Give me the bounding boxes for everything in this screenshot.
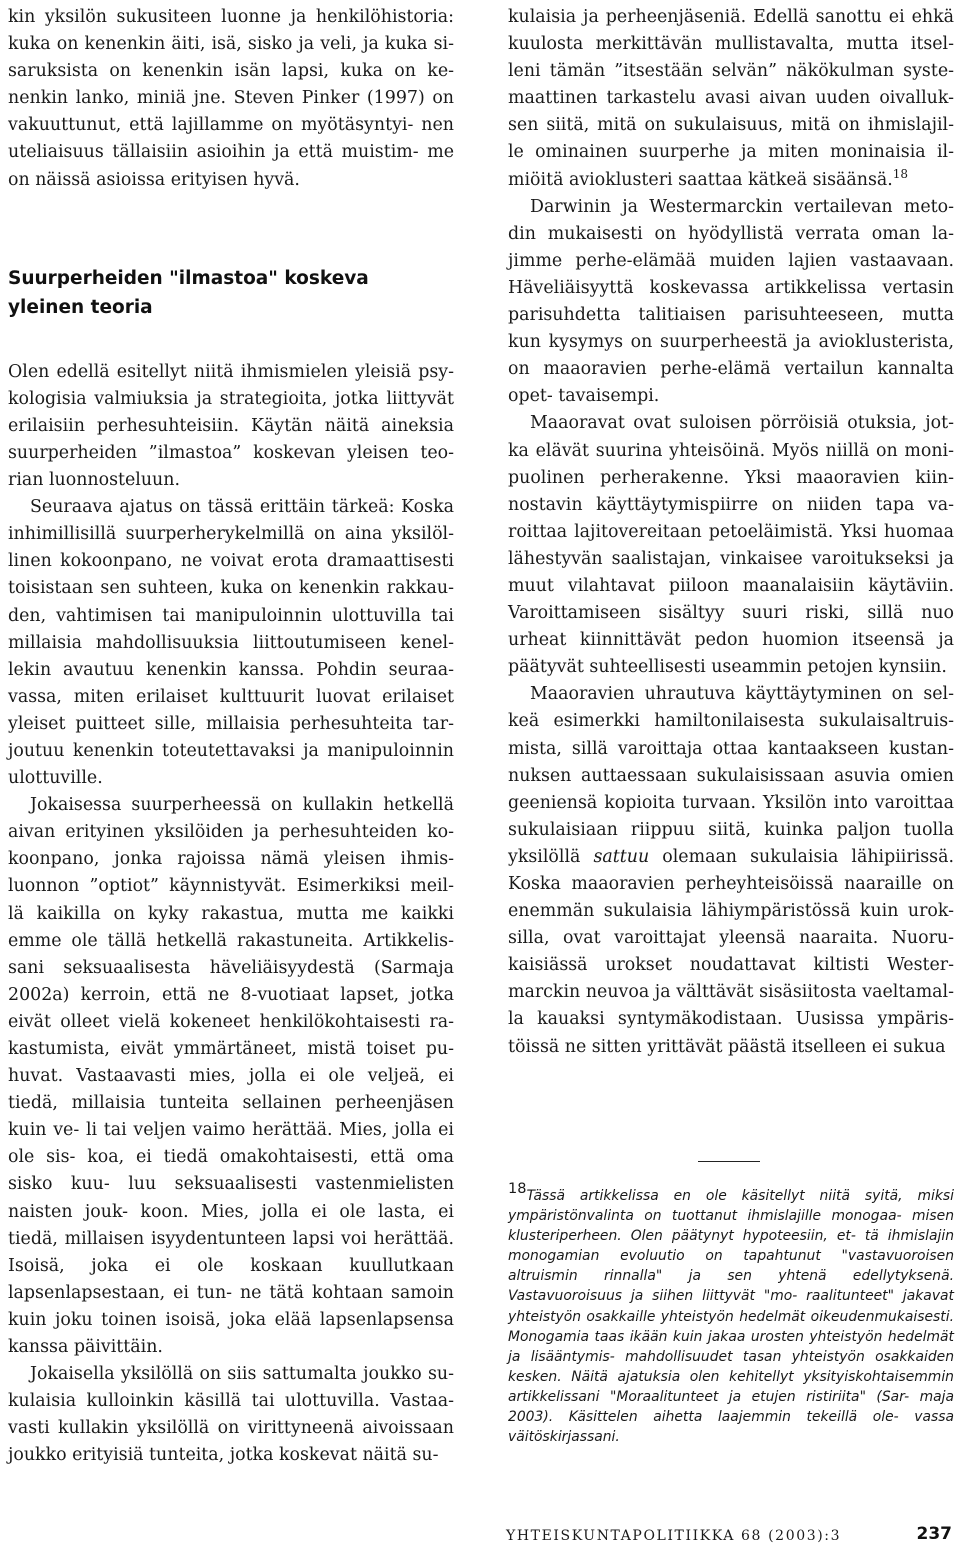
- text-line: eivät olleet vielä kokeneet henkilökohtaisesti ra-: [8, 1011, 454, 1032]
- text-line: suhteellisesti useammin petojen kynsiin.: [589, 657, 947, 678]
- text-line: luonnon ”optiot” käynnistyvät. Esimerkiksi meil-: [8, 876, 454, 897]
- text-line: Tässä artikkelissa en ole käsitellyt niitä syitä, miksi: [526, 1188, 954, 1204]
- right-paragraph-2: [508, 194, 954, 411]
- left-paragraph: [8, 359, 454, 494]
- text-line: joutuu kenenkin toteutettavaksi ja manipuloinnin: [8, 740, 454, 761]
- footnote-rule: [698, 1161, 760, 1162]
- text-line: enemmän sukulaisia lähiympäristössä kuin urok-: [508, 901, 954, 922]
- footnote-reference: 18: [892, 166, 909, 181]
- page-number: 237: [916, 1524, 952, 1544]
- text-line: artikkelissani "Moraalitunteet ja etujen ristiriita" (Sar-: [508, 1388, 910, 1405]
- text-line: koa, ei tiedä omakohtaisesti, että oma sisko kuu-: [8, 1147, 454, 1195]
- text-line: nen uteliaisuus tällaisiin asioihin ja että muistim-: [8, 115, 454, 163]
- text-line: aivan erityinen yksilöiden ja perhesuhteiden ko-: [8, 822, 454, 843]
- text-line: mista, sillä varoittaja ottaa kantaakseen kustan-: [508, 738, 954, 759]
- text-line: parisuhdetta talitiaisen parisuhteeseen, mutta kun: [508, 305, 954, 353]
- text-line: 2002a) kerroin, että ne 8-vuotiaat lapset, jotka: [8, 984, 454, 1005]
- text-line: kysymys on suurperheestä ja avioklusterista, on: [508, 332, 955, 380]
- text-line: saruksista on kenenkin isän lapsi, kuka on ke-: [8, 61, 454, 82]
- text-line: lä kaikilla on kyky rakastua, mutta me kaikki: [8, 903, 454, 924]
- text-line: linen kokoonpano, ne voivat erota dramaattisesti: [8, 551, 454, 572]
- text-line: töissä ne sitten yrittävät päästä itselleen ei sukua: [508, 1036, 946, 1057]
- journal-footer: YHTEISKUNTAPOLITIIKKA 68 (2003):3: [506, 1528, 842, 1544]
- text-line: miöitä avioklusteri saattaa kätkeä sisäänsä.: [508, 169, 893, 190]
- text-line: yleiset puitteet sille, millaisia perhesuhteita tar-: [8, 713, 454, 734]
- text-line: Seuraava ajatus on tässä erittäin tärkeä: Koska: [30, 497, 454, 518]
- left-body-text: [8, 359, 454, 1470]
- text-line: vasti kullakin yksilöllä on virittyneenä aivoissaan: [8, 1418, 454, 1439]
- text-line: lähestyvän saalistajan, vinkaisee varoitukseksi ja: [508, 548, 954, 569]
- text-line: Maaoravien uhrautuva käyttäytyminen on sel-: [530, 684, 954, 705]
- text-line: misen klusteriperheen. Olen päätynyt hypoteesiin, et-: [508, 1208, 954, 1245]
- text-line: maaoravien perhe-elämä vertailun kannalta opet-: [508, 359, 954, 407]
- text-line: ulottuville.: [8, 768, 103, 789]
- text-line: roittaa lajitovereitaan petoeläimistä. Yksi huomaa: [508, 521, 954, 542]
- left-paragraph: [8, 792, 454, 1361]
- text-line: kuin jakaa urosten yhteistyön hedelmät ja lisääntymis-: [508, 1328, 954, 1365]
- text-line: tä ihmislajin monogamian evoluutio on tapahtunut: [508, 1228, 954, 1265]
- text-line: Häveliäisyyttä koskevassa artikkelissa vertasin: [508, 277, 954, 298]
- left-paragraph: [8, 494, 454, 792]
- text-line: kin yksilön sukusiteen luonne ja henkilöhistoria:: [8, 7, 454, 27]
- text-line: raalitunteet" jakavat yhteistyön osakkaille yhteistyön: [508, 1288, 954, 1325]
- text-line: kaisiässä urokset noudattavat kiltisti Wester-: [508, 955, 954, 976]
- text-line: kuka on kenenkin äiti, isä, sisko ja veli, ja kuka si-: [8, 34, 454, 55]
- text-line: nostavin käyttäytymispiirre on niiden tapa va-: [508, 494, 954, 515]
- text-line: hedelmät oikeudenmukaisesti. Monogamia taas ikään: [508, 1308, 955, 1345]
- heading-line: yleinen teoria: [8, 296, 153, 318]
- text-line: nenkin lanko, miniä jne. Steven Pinker (1997): [8, 88, 425, 109]
- text-line: sukulaisiaan riippuu siitä, kuinka paljon tuolla: [508, 819, 954, 840]
- intro-paragraph: [8, 4, 454, 194]
- text-line: silla, ovat varoittajat yleensä naaraita. Nuoru-: [508, 928, 954, 949]
- text-line: sen siitä, mitä on sukulaisuus, mitä on ihmislajil-: [508, 115, 954, 136]
- text-line: li tai veljen vaimo herättää. Mies, jolla ei ole sis-: [8, 1120, 454, 1168]
- text-line: kulaisia ja perheenjäseniä. Edellä sanottu ei ehkä: [508, 7, 954, 27]
- text-line: Näitä ajatuksia olen kehitellyt yksityiskohtaisemmin: [571, 1368, 954, 1385]
- text-line: millaisia tunteita sellainen perheenjäsen kuin ve-: [8, 1093, 455, 1141]
- text-line: koon. Mies, jolla ei ole lasta, ei tiedä, millaisen: [8, 1201, 454, 1249]
- text-line: le ominainen suurperhe ja miten moninaisia il-: [508, 142, 954, 163]
- text-line: Koska maaoravien perheyhteisöissä naaraille on: [508, 874, 954, 894]
- text-line: emme ole tällä hetkellä rakastuneita. Artikkelis-: [8, 930, 454, 951]
- left-column: [8, 4, 454, 1470]
- text-line: Maaoravat ovat suloisen pörröisiä otuksia, jot-: [530, 413, 954, 434]
- text-line: edellytyksenä. Vastavuoroisuus ja siihen liittyvät "mo-: [508, 1268, 954, 1305]
- text-line: muut vilahtavat piiloon maanalaisiin käytäviin.: [508, 575, 954, 596]
- text-line: tavaisempi.: [558, 386, 660, 407]
- footnote: [508, 1181, 955, 1447]
- right-paragraph-3: [508, 410, 954, 681]
- text-line: koonpano, jonka rajoissa nämä yleisen ihmis-: [8, 849, 454, 870]
- text-line: vassa väitöskirjassani.: [508, 1409, 954, 1446]
- text-fragment: olemaan sukulaisia lähipiirissä.: [649, 846, 954, 867]
- text-line: ole koskaan kuullutkaan lapsenlapsestaan, ei tun-: [8, 1255, 454, 1303]
- text-line: kologisia valmiuksia ja strategioita, jotka liittyvät: [8, 388, 454, 409]
- section-heading: [8, 264, 454, 322]
- footnote-mark: 18: [508, 1181, 527, 1197]
- text-line: nuksen auttaessaan sukulaisissaan asuvia omien: [508, 765, 954, 786]
- text-line: kuulosta merkittävän mullistavalta, mutta itsel-: [508, 34, 954, 55]
- text-line: den, vahtimisen tai manipuloinnin ulottuvilla tai: [8, 605, 454, 626]
- text-line: inhimillisillä suurperherykelmillä on aina yksilöl-: [8, 524, 454, 545]
- text-line: erilaisiin perhesuhteisiin. Käytän näitä aineksia: [8, 415, 454, 436]
- text-line: toisistaan sen suhteen, kuka on kenenkin rakkau-: [8, 578, 454, 599]
- text-line: la kauaksi syntymäkodistaan. Uusissa ympäris-: [508, 1009, 954, 1030]
- heading-line: Suurperheiden "ilmastoa" koskeva: [8, 267, 369, 289]
- text-line: marckin neuvoa ja välttävät sisäsiitosta vaeltamal-: [508, 982, 954, 1003]
- text-line: mahdollisuudet tasan yhteistyön osakkaiden kesken.: [508, 1348, 954, 1385]
- text-line: joukko erityisiä tunteita, jotka koskevat näitä su-: [8, 1445, 439, 1466]
- text-line: ne tätä kohtaan samoin kuin joku toinen isoisä,: [8, 1282, 454, 1330]
- text-line: me on näissä asioissa erityisen hyvä.: [8, 142, 454, 190]
- text-line: isyydentunteen lapsi voi herättää. Isoisä, joka ei: [8, 1228, 455, 1276]
- text-line: on vakuuttunut, että lajillamme on myötäsyntyi-: [8, 88, 454, 136]
- text-fragment: yksilöllä: [508, 846, 594, 867]
- emphasized-word: sattuu: [593, 846, 650, 867]
- text-line: Olen edellä esitellyt niitä ihmismielen yleisiä psy-: [8, 361, 454, 382]
- right-paragraph-1: [508, 4, 954, 194]
- text-line: kastumista, eivät ymmärtäneet, mistä toiset pu-: [8, 1039, 454, 1059]
- text-line: ka elävät suurina yhteisöinä. Myös niillä on moni-: [508, 440, 954, 461]
- right-column: [508, 4, 954, 1061]
- text-line: "vastavuoroisen altruismin rinnalla" ja sen yhtenä: [508, 1248, 954, 1285]
- text-line: Jokaisella yksilöllä on siis sattumalta joukko su-: [30, 1364, 454, 1385]
- text-line: millaisia mahdollisuuksia liittoutumiseen kenel-: [8, 632, 454, 653]
- text-line: Darwinin ja Westermarckin vertailevan meto-: [530, 196, 954, 217]
- text-line: leni tämän ”itsestään selvän” näkökulman syste-: [508, 61, 954, 82]
- text-line: luu seksuaalisesti vastenmielisten naisten jouk-: [8, 1174, 455, 1222]
- text-line: rian luonnosteluun.: [8, 470, 180, 491]
- text-line: jimme perhe-elämää muiden lajien vastaavaan.: [508, 250, 954, 271]
- text-line: din mukaisesti on hyödyllistä verrata oman la-: [508, 223, 954, 244]
- text-line: suurperheiden ”ilmastoa” koskevan yleisen teo-: [8, 442, 454, 463]
- text-line: keä esimerkki hamiltonilaisesta sukulaisaltruis-: [508, 711, 954, 732]
- text-line: maattinen tarkastelu avasi aivan uuden oivalluk-: [508, 88, 954, 109]
- text-line: kulaisia kulloinkin käsillä tai ulottuvilla. Vastaa-: [8, 1391, 454, 1412]
- text-line: kiinnittävät pedon huomion itseensä ja päätyvät: [508, 630, 954, 678]
- text-line: lekin avautuu kenenkin kanssa. Pohdin seuraa-: [8, 659, 454, 680]
- text-line: puolinen perherakenne. Yksi maaoravien kiin-: [508, 467, 954, 488]
- text-line: geeniensä kopioita turvaan. Yksilön into varoittaa: [508, 792, 954, 813]
- left-paragraph: [8, 1361, 454, 1469]
- text-line: maja 2003). Käsittelen aihetta laajemmin tekeillä ole-: [508, 1388, 954, 1426]
- text-line: joka elää lapsenlapsensa kanssa päivittäin.: [8, 1309, 454, 1358]
- text-line: ympäristönvalinta on tuottanut ihmislajille monogaa-: [508, 1208, 902, 1225]
- text-line: Varoittamiseen sisältyy suuri riski, sillä nuo urheat: [508, 603, 954, 651]
- text-line: Jokaisessa suurperheessä on kullakin hetkellä: [30, 795, 454, 816]
- text-line: sani seksuaalisesta häveliäisyydestä (Sarmaja: [8, 957, 454, 978]
- right-paragraph-4: [508, 681, 954, 1060]
- text-line: huvat. Vastaavasti mies, jolla ei ole veljeä, ei tiedä,: [8, 1066, 454, 1114]
- text-line: vassa, miten erilaiset kulttuurit luovat erilaiset: [8, 686, 454, 707]
